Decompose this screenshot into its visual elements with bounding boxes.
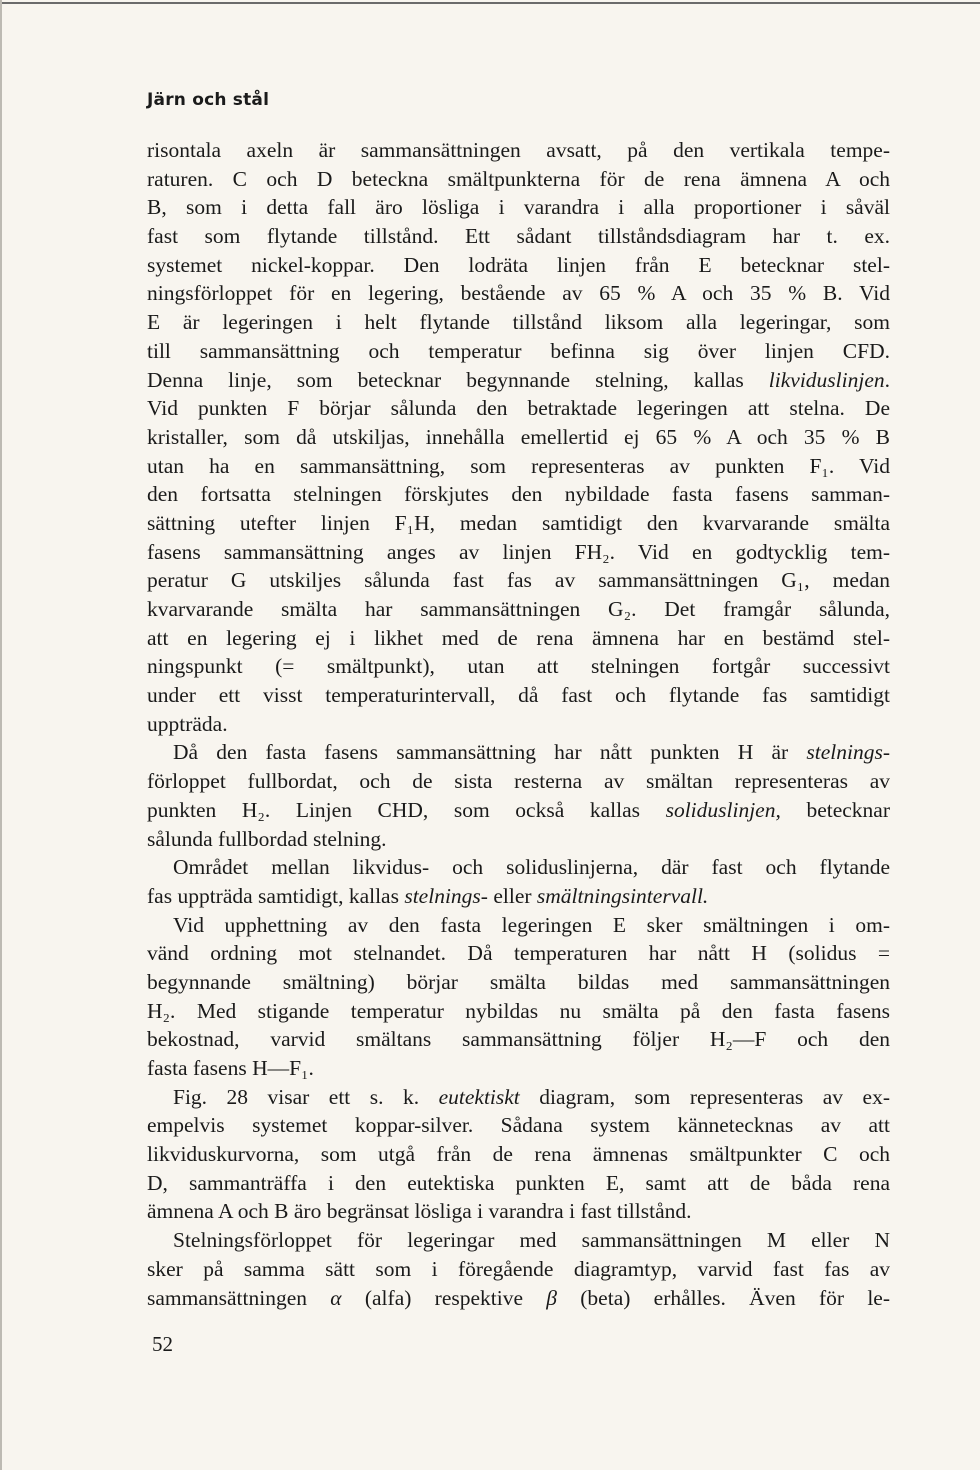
left-page-edge: [0, 0, 2, 1470]
text-line: B, som i detta fall äro lösliga i varandra i alla proportioner i såväl: [147, 195, 890, 220]
text-line: fast som flytande tillstånd. Ett sådant tillståndsdiagram har t. ex.: [147, 224, 890, 249]
text-line: förloppet fullbordat, och de sista resterna av smältan representeras av: [147, 769, 890, 794]
text-line: ämnena A och B äro begränsat lösliga i varandra i fast tillstånd.: [147, 1199, 692, 1224]
text-line: fasens sammansättning anges av linjen FH₂. Vid en godtycklig tem-: [147, 539, 890, 564]
text-line: Vid punkten F börjar sålunda den betraktade legeringen att stelna. De: [147, 396, 890, 421]
text-line: D, sammanträffa i den eutektiska punkten E, samt att de båda rena: [147, 1170, 890, 1195]
text-line: peratur G utskiljes sålunda fast fas av sammansättningen G₁, medan: [147, 568, 890, 593]
text-line: fas uppträda samtidigt, kallas stelnings- eller smältningsintervall.: [147, 883, 709, 908]
text-line: sker på samma sätt som i föregående diagramtyp, varvid fast fas av: [147, 1256, 890, 1281]
text-line: den fortsatta stelningen förskjutes den nybildade fasta fasens samman-: [147, 482, 890, 507]
text-line: ningspunkt (= smältpunkt), utan att stelningen fortgår successivt: [147, 654, 890, 679]
text-line: Stelningsförloppet för legeringar med sammansättningen M eller N: [173, 1228, 890, 1253]
text-line: ningsförloppet för en legering, bestående av 65 % A och 35 % B. Vid: [147, 281, 890, 306]
text-line: sammansättningen α (alfa) respektive β (beta) erhålles. Även för le-: [147, 1285, 890, 1310]
text-line: till sammansättning och temperatur befinna sig över linjen CFD.: [147, 338, 890, 363]
body-text: [147, 136, 890, 1312]
text-line: uppträda.: [147, 711, 228, 736]
top-edge-rule: [0, 2, 980, 4]
text-line: utan ha en sammansättning, som representeras av punkten F₁. Vid: [147, 453, 890, 478]
text-line: risontala axeln är sammansättningen avsatt, på den vertikala tempe-: [147, 138, 890, 162]
text-line: raturen. C och D beteckna smältpunkterna för de rena ämnena A och: [147, 166, 890, 191]
page-number: 52: [152, 1332, 173, 1356]
text-line: sättning utefter linjen F₁H, medan samtidigt den kvarvarande smälta: [147, 510, 890, 535]
text-line: likviduskurvorna, som utgå från de rena ämnenas smältpunkter C och: [147, 1142, 890, 1167]
text-line: H₂. Med stigande temperatur nybildas nu smälta på den fasta fasens: [147, 998, 890, 1023]
text-line: begynnande smältning) börjar smälta bildas med sammansättningen: [147, 969, 890, 994]
text-line: fasta fasens H—F₁.: [147, 1056, 314, 1080]
text-line: empelvis systemet koppar-silver. Sådana system kännetecknas av att: [147, 1113, 890, 1138]
text-line: vänd ordning mot stelnandet. Då temperaturen har nått H (solidus =: [147, 941, 890, 966]
text-line: att en legering ej i likhet med de rena ämnena har en bestämd stel-: [147, 625, 890, 650]
text-line: Området mellan likvidus- och soliduslinjerna, där fast och flytande: [173, 855, 890, 880]
text-line: kvarvarande smälta har sammansättningen G₂. Det framgår sålunda,: [147, 597, 890, 621]
text-line: punkten H₂. Linjen CHD, som också kallas soliduslinjen, betecknar: [147, 797, 890, 822]
text-line: sålunda fullbordad stelning.: [147, 826, 387, 851]
text-line: under ett visst temperaturintervall, då fast och flytande fas samtidigt: [147, 683, 890, 708]
text-line: Denna linje, som betecknar begynnande stelning, kallas likviduslinjen.: [147, 367, 890, 392]
running-head: Järn och stål: [147, 90, 270, 110]
text-line: E är legeringen i helt flytande tillstånd liksom alla legeringar, som: [147, 310, 890, 335]
text-line: Då den fasta fasens sammansättning har nått punkten H är stelnings-: [173, 740, 890, 765]
text-line: systemet nickel-koppar. Den lodräta linjen från E betecknar stel-: [147, 252, 890, 277]
text-line: Fig. 28 visar ett s. k. eutektiskt diagram, som representeras av ex-: [173, 1084, 890, 1109]
text-line: bekostnad, varvid smältans sammansättning följer H₂—F och den: [147, 1027, 890, 1052]
text-line: kristaller, som då utskiljas, innehålla emellertid ej 65 % A och 35 % B: [147, 424, 890, 449]
text-line: Vid upphettning av den fasta legeringen E sker smältningen i om-: [173, 912, 890, 937]
